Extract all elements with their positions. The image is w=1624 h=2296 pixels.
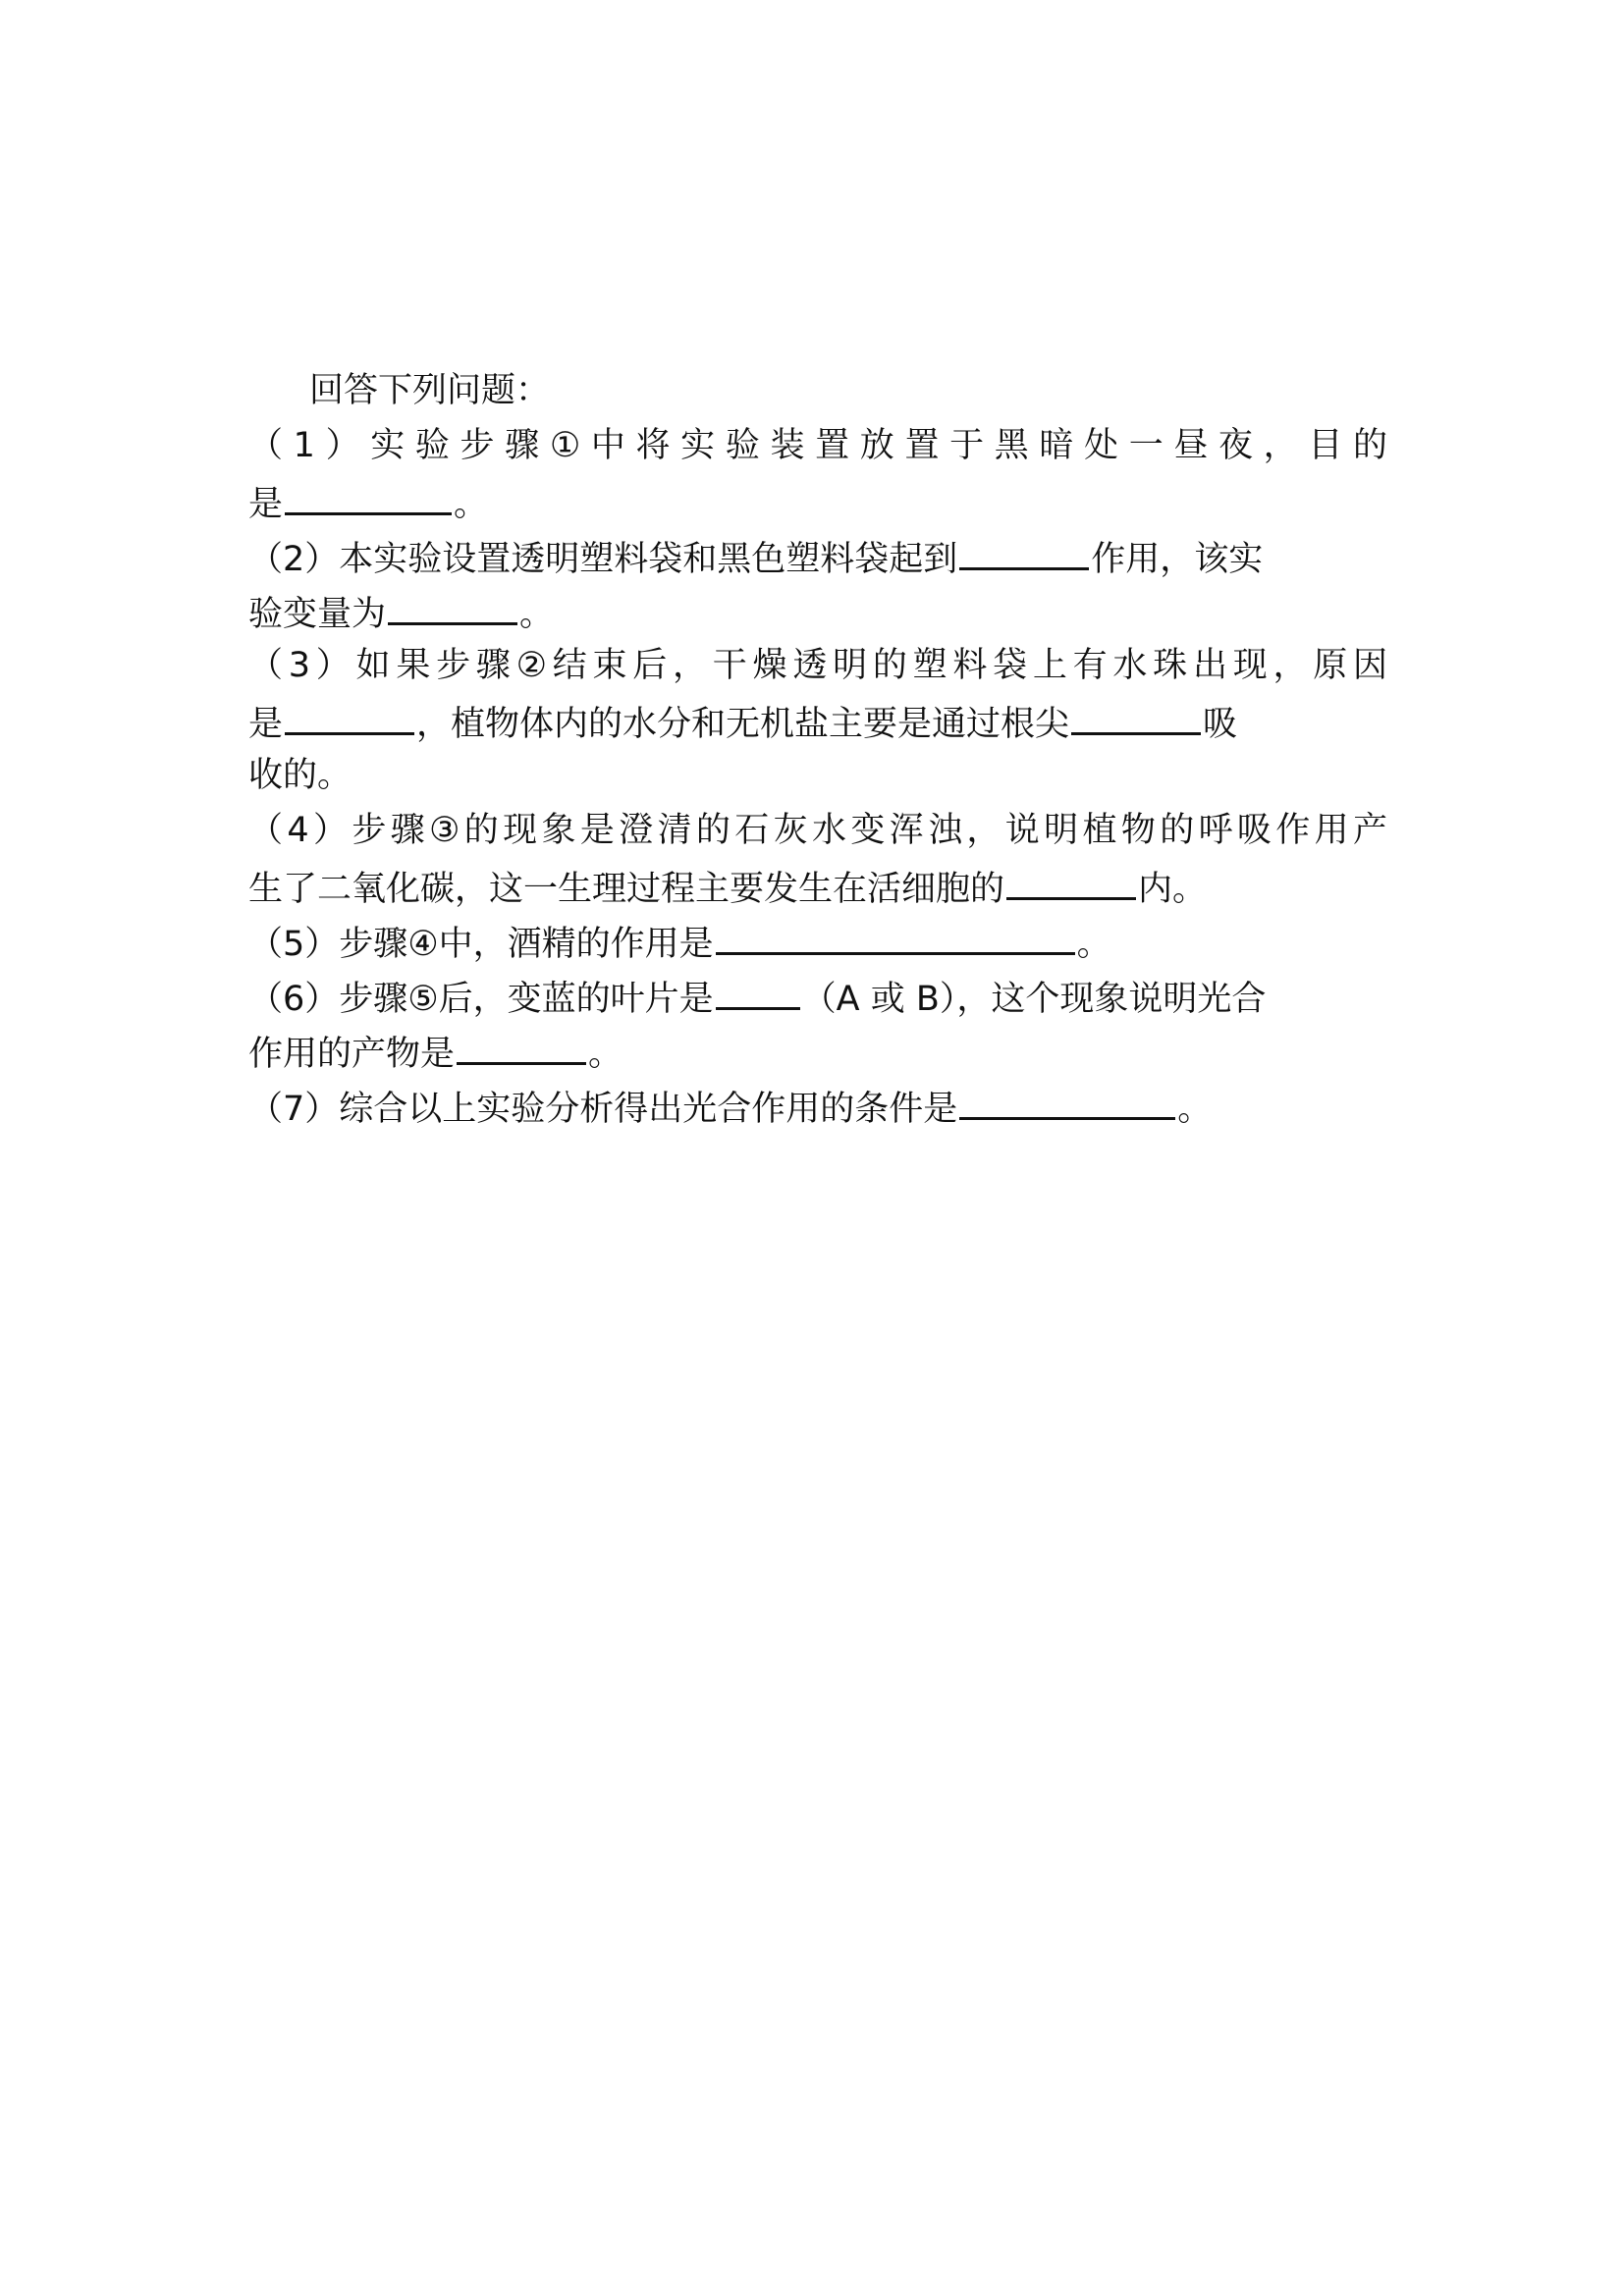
- question-7-answer-blank[interactable]: [959, 1078, 1175, 1120]
- question-2-line-2: [248, 583, 1387, 638]
- question-4-text-a: 生了二氧化碳，这一生理过程主要发生在活细胞的: [248, 870, 1005, 909]
- question-3-line-2: [248, 693, 1387, 748]
- question-3-line-3: 收的。: [248, 756, 352, 795]
- question-3-answer-blank-1[interactable]: [285, 693, 414, 735]
- question-4-line-1: （4）步骤③的现象是澄清的石灰水变浑浊，说明植物的呼吸作用产: [248, 811, 1387, 850]
- section-intro: 回答下列问题：: [309, 371, 551, 410]
- question-5-text-b: 。: [1076, 925, 1111, 964]
- question-5-text-a: （5）步骤④中，酒精的作用是: [248, 925, 714, 964]
- question-3-text-c: 吸: [1203, 705, 1238, 744]
- question-1-line-2: [248, 473, 1387, 528]
- question-7-text-a: （7）综合以上实验分析得出光合作用的条件是: [248, 1090, 958, 1129]
- question-5-line-1: [248, 913, 1387, 968]
- question-2-line-1: [248, 528, 1387, 583]
- question-3-line-1: （3）如果步骤②结束后，干燥透明的塑料袋上有水珠出现，原因: [248, 646, 1387, 685]
- question-3-answer-blank-2[interactable]: [1071, 693, 1201, 735]
- question-6-line-2: [248, 1023, 1387, 1078]
- question-1-text-a: 是: [248, 485, 284, 524]
- question-4-answer-blank[interactable]: [1006, 858, 1136, 900]
- question-2-text-c: 验变量为: [248, 595, 387, 634]
- question-2-text-d: 。: [519, 595, 555, 634]
- question-5-answer-blank[interactable]: [716, 913, 1075, 955]
- question-7-line-1: [248, 1078, 1387, 1133]
- question-7-text-b: 。: [1177, 1090, 1213, 1129]
- question-6-text-a: （6）步骤⑤后，变蓝的叶片是: [248, 980, 714, 1019]
- question-6-text-d: 。: [588, 1035, 623, 1074]
- question-6-text-c: 作用的产物是: [248, 1035, 456, 1074]
- question-section: [248, 363, 1387, 1133]
- question-2-answer-blank-1[interactable]: [959, 528, 1089, 570]
- question-3-text-b: ，植物体内的水分和无机盐主要是通过根尖: [416, 705, 1070, 744]
- question-1-answer-blank[interactable]: [285, 473, 452, 515]
- question-2-answer-blank-2[interactable]: [388, 583, 517, 625]
- question-2-text-b: 作用，该实: [1091, 540, 1264, 579]
- question-6-answer-blank-2[interactable]: [457, 1023, 586, 1065]
- question-1-line-1: （1）实验步骤①中将实验装置放置于黑暗处一昼夜，目的: [248, 426, 1387, 465]
- question-6-line-1: [248, 968, 1387, 1023]
- question-6-answer-blank-1[interactable]: [716, 968, 800, 1010]
- question-2-text-a: （2）本实验设置透明塑料袋和黑色塑料袋起到: [248, 540, 958, 579]
- question-4-line-2: [248, 858, 1387, 913]
- question-1-text-b: 。: [454, 485, 489, 524]
- question-3-text-a: 是: [248, 705, 284, 744]
- question-4-text-b: 内。: [1138, 870, 1208, 909]
- question-6-text-b: （A 或 B），这个现象说明光合: [801, 980, 1267, 1019]
